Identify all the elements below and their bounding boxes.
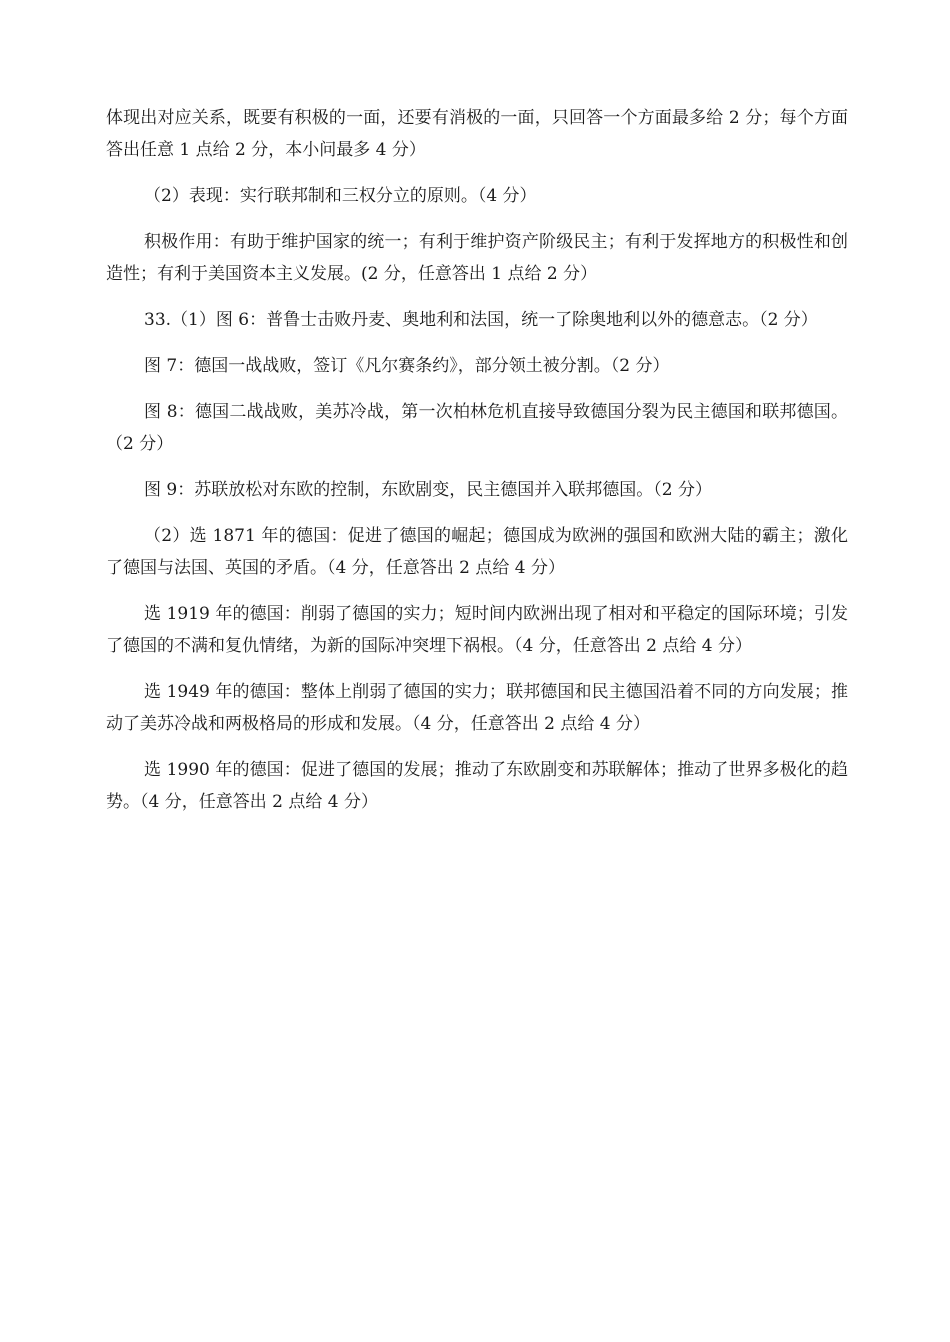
paragraph-continuation: 体现出对应关系，既要有积极的一面，还要有消极的一面，只回答一个方面最多给 2 分；每个方面答出任意 1 点给 2 分，本小问最多 4 分）: [106, 108, 848, 160]
paragraph-q33-fig8: 图 8：德国二战战败，美苏冷战，第一次柏林危机直接导致德国分裂为民主德国和联邦德国。（2 分）: [106, 402, 848, 454]
answer-text-body: [106, 102, 848, 832]
paragraph-q33-1919: 选 1919 年的德国：削弱了德国的实力；短时间内欧洲出现了相对和平稳定的国际环境；引发了德国的不满和复仇情绪，为新的国际冲突埋下祸根。（4 分，任意答出 2 点给 4 分）: [106, 604, 848, 656]
paragraph-q33-fig9: 图 9：苏联放松对东欧的控制，东欧剧变，民主德国并入联邦德国。（2 分）: [144, 480, 712, 500]
paragraph-q33-1990: 选 1990 年的德国：促进了德国的发展；推动了东欧剧变和苏联解体；推动了世界多极化的趋势。（4 分，任意答出 2 点给 4 分）: [106, 760, 848, 812]
paragraph-q33-fig7: 图 7：德国一战战败，签订《凡尔赛条约》，部分领土被分割。（2 分）: [144, 356, 670, 376]
paragraph-q33-1949: 选 1949 年的德国：整体上削弱了德国的实力；联邦德国和民主德国沿着不同的方向发展；推动了美苏冷战和两极格局的形成和发展。（4 分，任意答出 2 点给 4 分）: [106, 682, 848, 734]
paragraph-q33-1871: （2）选 1871 年的德国：促进了德国的崛起；德国成为欧洲的强国和欧洲大陆的霸主；激化了德国与法国、英国的矛盾。（4 分，任意答出 2 点给 4 分）: [106, 526, 848, 578]
paragraph-q32-positive-effects: 积极作用：有助于维护国家的统一；有利于维护资产阶级民主；有利于发挥地方的积极性和创造性；有利于美国资本主义发展。(2 分，任意答出 1 点给 2 分）: [106, 232, 848, 284]
paragraph-q32-part2-manifestation: （2）表现：实行联邦制和三权分立的原则。（4 分）: [144, 186, 537, 206]
paragraph-q33-fig6: 33.（1）图 6：普鲁士击败丹麦、奥地利和法国，统一了除奥地利以外的德意志。（2 分）: [144, 310, 818, 330]
